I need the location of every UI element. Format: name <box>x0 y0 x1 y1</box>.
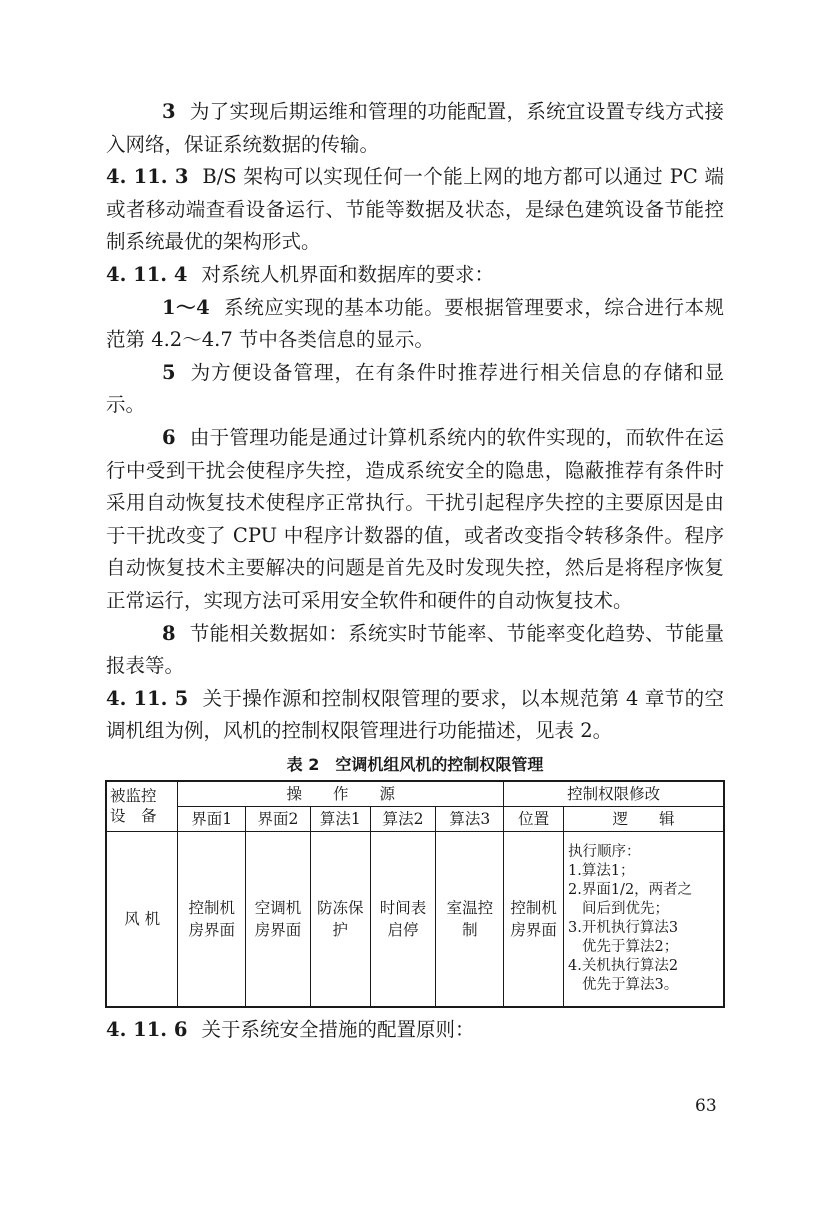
cell-logic <box>564 831 725 1007</box>
table-subheader-row <box>106 806 724 831</box>
paragraph-text: 节能相关数据如：系统实时节能率、节能率变化趋势、节能量报表等。 <box>106 621 724 678</box>
section-number: 4. 11. 4 <box>106 262 188 286</box>
subheader-location: 位置 <box>504 806 564 831</box>
section-4-11-6 <box>106 1014 724 1047</box>
header-device-line2: 设 备 <box>110 807 157 826</box>
section-number: 4. 11. 3 <box>106 165 189 189</box>
cell-interface2: 空调机房界面 <box>246 831 311 1007</box>
item-number: 1～4 <box>162 295 210 319</box>
table-title: 表 2 空调机组风机的控制权限管理 <box>286 754 544 774</box>
header-permission-change: 控制权限修改 <box>504 781 724 807</box>
paragraph-item-5 <box>106 357 724 422</box>
item-number: 6 <box>162 425 176 449</box>
logic-item3a: 3.开机执行算法3 <box>568 919 679 936</box>
item-number: 8 <box>162 621 176 645</box>
paragraph-text: B/S 架构可以实现任何一个能上网的地方都可以通过 PC 端或者移动端查看设备运行、节能等数据及状态，是绿色建筑设备节能控制系统最优的架构形式。 <box>106 165 724 254</box>
page-number: 63 <box>695 1096 717 1116</box>
paragraph-item-8 <box>106 618 724 683</box>
cell-device: 风 机 <box>106 831 178 1007</box>
logic-item4b: 优先于算法3。 <box>582 976 679 993</box>
paragraph-text: 系统应实现的基本功能。要根据管理要求，综合进行本规范第 4.2～4.7 节中各类信息的显示。 <box>106 295 724 352</box>
paragraph-text: 为了实现后期运维和管理的功能配置，系统宜设置专线方式接入网络，保证系统数据的传输。 <box>106 100 724 156</box>
item-number: 3 <box>162 100 176 123</box>
section-number: 4. 11. 6 <box>106 1017 188 1041</box>
paragraph-item-3 <box>106 96 724 161</box>
section-4-11-5 <box>106 683 724 748</box>
paragraph-item-1-4 <box>106 292 724 357</box>
section-4-11-4 <box>106 259 724 292</box>
subheader-interface2: 界面2 <box>246 806 311 831</box>
logic-item2a: 2.界面1/2，两者之 <box>568 881 693 898</box>
subheader-algorithm1: 算法1 <box>310 806 370 831</box>
section-number: 4. 11. 5 <box>106 686 189 710</box>
logic-item3b: 优先于算法2； <box>582 938 679 955</box>
header-monitored-device <box>106 781 178 832</box>
cell-interface1: 控制机房界面 <box>178 831 246 1007</box>
paragraph-text: 由于管理功能是通过计算机系统内的软件实现的，而软件在运行中受到干扰会使程序失控，造成系统安全的隐患，隐蔽推荐有条件时采用自动恢复技术使程序正常执行。干扰引起程序失控的主要原因是由于干扰改变了 CPU 中程序计数器的值，或者改变指令转移条件。程序自动恢复技术主要解决的问题是首先及时发现失控，然后是将程序恢复正常运行，实现方法可采用安全软件和硬件的自动恢复技术。 <box>106 425 724 612</box>
control-permission-table <box>105 780 725 1008</box>
logic-title: 执行顺序： <box>568 843 641 860</box>
cell-location: 控制机房界面 <box>504 831 564 1007</box>
logic-item2b: 间后到优先； <box>582 900 669 917</box>
section-4-11-3 <box>106 161 724 259</box>
paragraph-text: 关于操作源和控制权限管理的要求，以本规范第 4 章节的空调机组为例，风机的控制权限管理进行功能描述，见表 2。 <box>106 686 724 743</box>
paragraph-text: 关于系统安全措施的配置原则： <box>201 1017 475 1041</box>
header-device-line1: 被监控 <box>110 787 157 806</box>
cell-algorithm3: 室温控制 <box>436 831 504 1007</box>
header-operation-source: 操 作 源 <box>178 781 504 807</box>
cell-algorithm1: 防冻保护 <box>310 831 370 1007</box>
paragraph-text: 为方便设备管理，在有条件时推荐进行相关信息的存储和显示。 <box>106 360 724 417</box>
subheader-algorithm2: 算法2 <box>370 806 436 831</box>
paragraph-item-6 <box>106 422 724 618</box>
page-content <box>106 96 724 1046</box>
table-header-row <box>106 781 724 807</box>
logic-item4a: 4.关机执行算法2 <box>568 957 679 974</box>
paragraph-text: 对系统人机界面和数据库的要求： <box>201 262 494 286</box>
subheader-logic: 逻 辑 <box>564 806 725 831</box>
logic-item1: 1.算法1； <box>568 862 635 879</box>
subheader-interface1: 界面1 <box>178 806 246 831</box>
table-row <box>106 831 724 1007</box>
cell-algorithm2: 时间表启停 <box>370 831 436 1007</box>
subheader-algorithm3: 算法3 <box>436 806 504 831</box>
item-number: 5 <box>162 360 176 384</box>
